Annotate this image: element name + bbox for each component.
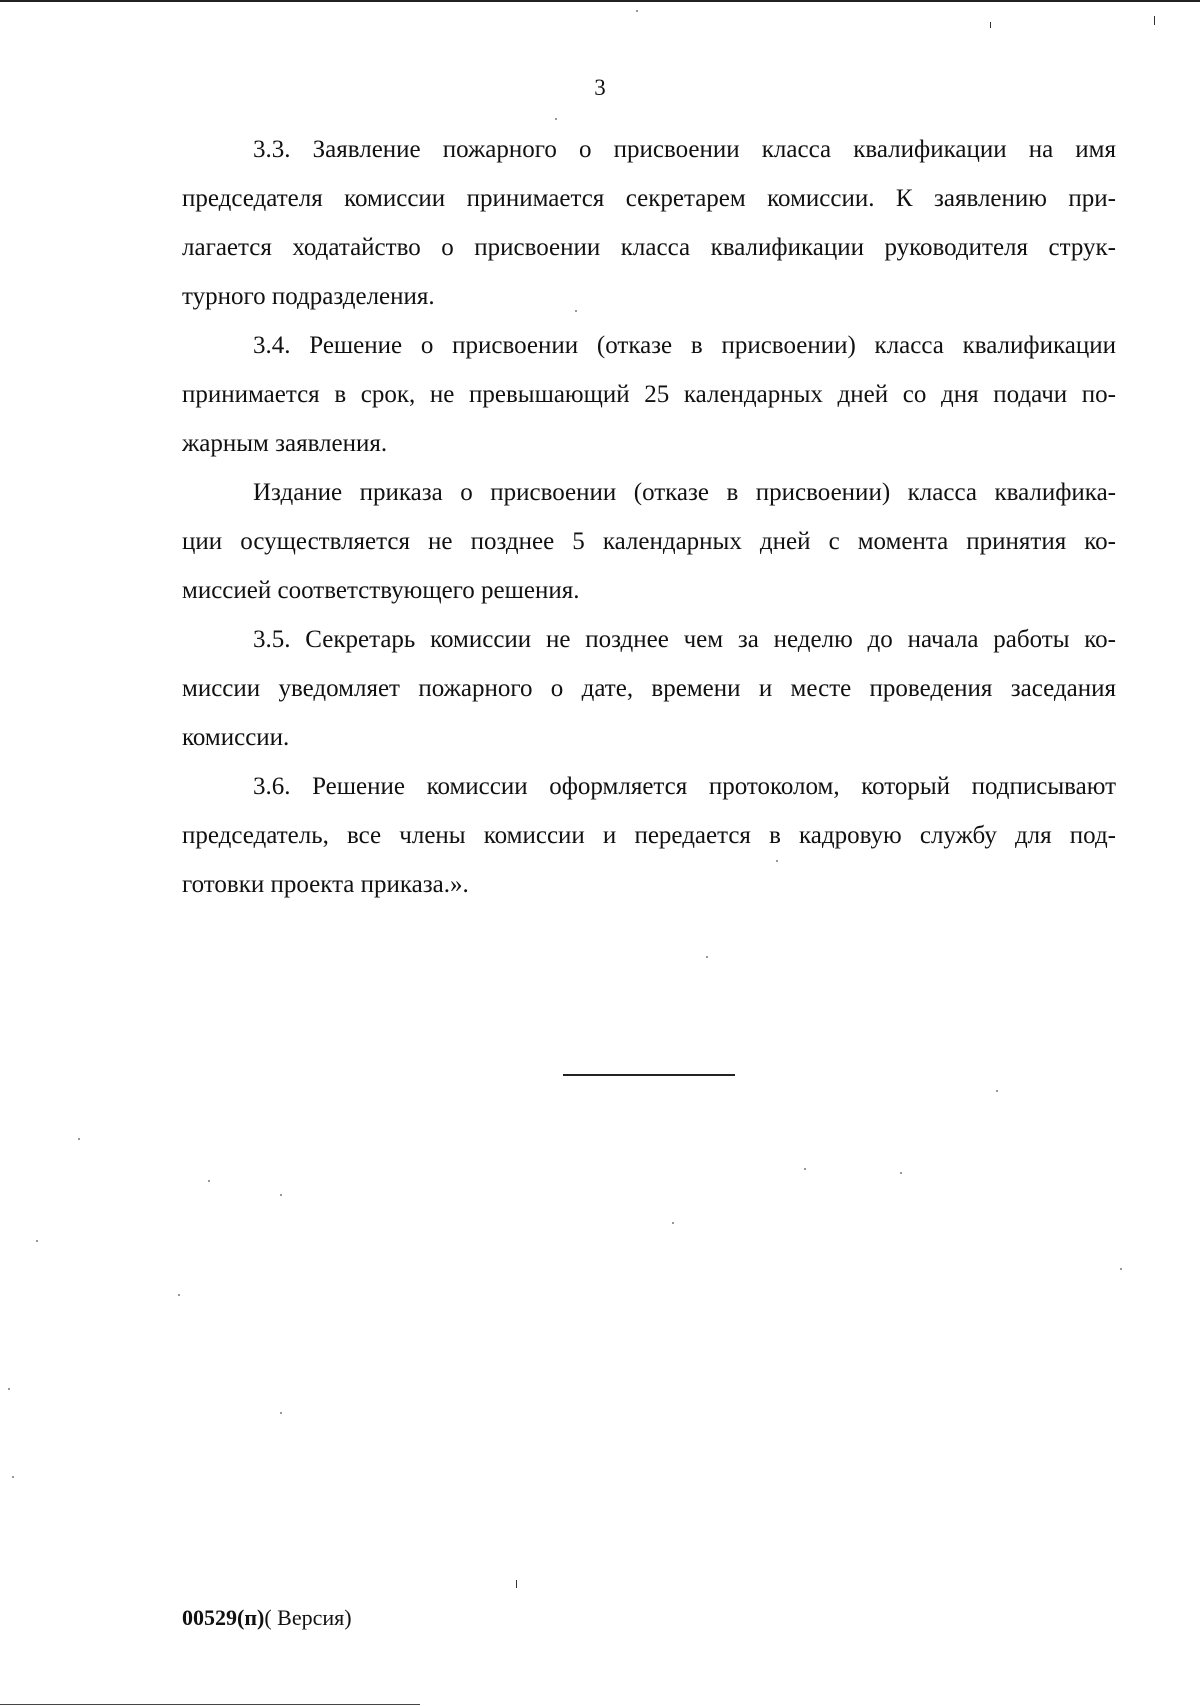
page-number: 3 xyxy=(594,75,606,100)
scan-speck xyxy=(804,1168,806,1170)
paragraph-3-3 xyxy=(182,125,1116,321)
text-line: готовки проекта приказа.». xyxy=(182,871,469,898)
text-line: миссией соответствующего решения. xyxy=(182,577,580,604)
end-separator-line xyxy=(563,1074,735,1076)
scan-speck xyxy=(672,1222,674,1224)
scan-speck xyxy=(575,310,577,312)
scan-speck xyxy=(178,1294,180,1296)
text-line: комиссии. xyxy=(182,724,290,751)
text-line: Издание приказа о присвоении (отказе в присвоении) класса квалифика- xyxy=(253,479,1116,506)
paragraph-3-4-order xyxy=(182,468,1116,615)
document-footer xyxy=(182,1604,352,1632)
text-line: ции осуществляется не позднее 5 календарных дней с момента принятия ко- xyxy=(182,528,1116,555)
scan-speck xyxy=(1154,16,1155,25)
scan-speck xyxy=(516,1580,517,1588)
scan-speck xyxy=(36,1240,38,1242)
scan-speck xyxy=(900,1172,902,1174)
text-line: принимается в срок, не превышающий 25 календарных дней со дня подачи по- xyxy=(182,381,1116,408)
scan-speck xyxy=(12,1476,14,1478)
paragraph-3-4 xyxy=(182,321,1116,468)
scan-speck xyxy=(996,1090,998,1092)
document-code: 00529(п) xyxy=(182,1605,265,1630)
scan-top-border xyxy=(0,0,1200,2)
scan-speck xyxy=(555,118,557,120)
scan-speck xyxy=(706,956,708,958)
scan-speck xyxy=(8,1388,10,1390)
scan-speck xyxy=(636,10,638,12)
paragraph-3-6 xyxy=(182,762,1116,909)
document-body xyxy=(182,125,1116,909)
scan-speck xyxy=(280,1412,282,1414)
scan-speck xyxy=(78,1138,80,1140)
text-line: 3.5. Секретарь комиссии не позднее чем за неделю до начала работы ко- xyxy=(253,626,1116,653)
scan-bottom-border xyxy=(0,1704,420,1705)
scan-speck xyxy=(990,22,991,28)
text-line: председателя комиссии принимается секретарем комиссии. К заявлению при- xyxy=(182,185,1116,212)
text-line: 3.4. Решение о присвоении (отказе в присвоении) класса квалификации xyxy=(253,332,1116,359)
scan-speck xyxy=(280,1194,282,1196)
text-line: председатель, все члены комиссии и передается в кадровую службу для под- xyxy=(182,822,1116,849)
document-version: ( Версия) xyxy=(264,1605,352,1630)
scan-speck xyxy=(1120,1268,1122,1270)
scan-speck xyxy=(776,860,778,862)
text-line: турного подразделения. xyxy=(182,283,435,310)
text-line: 3.6. Решение комиссии оформляется протоколом, который подписывают xyxy=(253,773,1116,800)
scan-speck xyxy=(208,1180,210,1182)
text-line: жарным заявления. xyxy=(182,430,388,457)
text-line: 3.3. Заявление пожарного о присвоении класса квалификации на имя xyxy=(253,136,1116,163)
text-line: миссии уведомляет пожарного о дате, времени и месте проведения заседания xyxy=(182,675,1116,702)
text-line: лагается ходатайство о присвоении класса квалификации руководителя струк- xyxy=(182,234,1116,261)
paragraph-3-5 xyxy=(182,615,1116,762)
